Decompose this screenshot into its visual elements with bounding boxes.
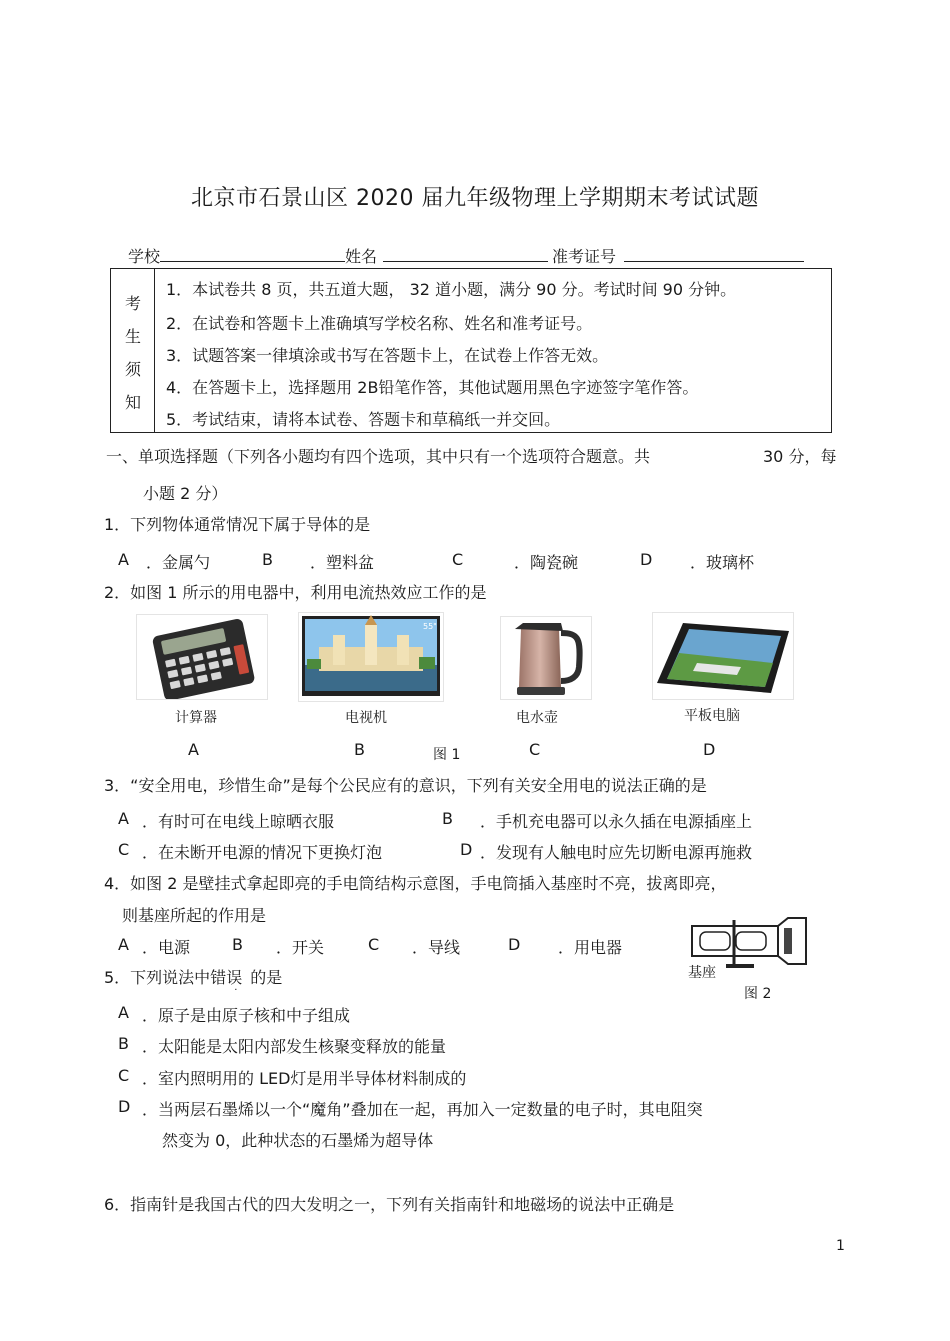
question-1-stem: 1．下列物体通常情况下属于导体的是	[104, 515, 371, 534]
notice-label-char: 生	[124, 327, 141, 346]
figure-label: 图 1	[433, 747, 461, 763]
option-text: ．当两层石墨烯以一个“魔角”叠加在一起，再加入一定数量的电子时，其电阻突	[142, 1100, 703, 1119]
option-letter: C	[452, 550, 464, 569]
school-blank	[160, 245, 345, 262]
option-text: ．塑料盆	[310, 553, 375, 572]
option-text: ．原子是由原子核和中子组成	[142, 1006, 351, 1025]
figure-caption: 电视机	[345, 710, 387, 726]
option-letter: C	[118, 1066, 130, 1085]
option-letter: D	[703, 740, 716, 759]
exam-id-label: 准考证号	[552, 247, 617, 266]
exam-notice-box	[110, 268, 832, 433]
option-letter: C	[368, 935, 380, 954]
section-heading-score: 30 分，每	[763, 447, 837, 466]
option-letter: B	[262, 550, 273, 569]
option-letter: C	[529, 740, 541, 759]
option-letter: B	[354, 740, 365, 759]
figure-caption: 计算器	[175, 710, 217, 726]
option-text: ．玻璃杯	[690, 553, 755, 572]
notice-item: 4．在答题卡上，选择题用 2B铅笔作答，其他试题用黑色字迹签字笔作答。	[166, 378, 699, 397]
base-label: 基座	[688, 965, 716, 981]
notice-label	[111, 269, 155, 432]
question-5-stem-pre: 5．下列说法中	[104, 968, 211, 987]
option-text: ．手机充电器可以永久插在电源插座上	[480, 812, 753, 831]
option-text: ．室内照明用的 LED灯是用半导体材料制成的	[142, 1069, 467, 1088]
option-letter: D	[460, 840, 473, 859]
option-text: ．开关	[276, 938, 325, 957]
notice-item: 5．考试结束，请将本试卷、答题卡和草稿纸一并交回。	[166, 410, 561, 429]
school-label: 学校	[128, 247, 161, 266]
page-number: 1	[836, 1238, 845, 1254]
option-letter: D	[118, 1097, 131, 1116]
emphasized-word-text: 错误	[210, 968, 243, 987]
question-4-stem: 4．如图 2 是壁挂式拿起即亮的手电筒结构示意图，手电筒插入基座时不亮，拔离即亮，	[104, 874, 727, 893]
notice-item: 3．试题答案一律填涂或书写在答题卡上，在试卷上作答无效。	[166, 346, 609, 365]
option-letter: B	[118, 1034, 129, 1053]
television-icon	[298, 612, 444, 702]
electric-kettle-icon	[500, 616, 592, 700]
figure-caption: 电水壶	[516, 710, 558, 726]
emphasis-dot: ·	[234, 985, 238, 996]
question-5-stem	[104, 965, 283, 996]
option-text: ．导线	[412, 938, 461, 957]
question-6-stem: 6．指南针是我国古代的四大发明之一，下列有关指南针和地磁场的说法中正确是	[104, 1195, 675, 1214]
option-letter: A	[118, 935, 129, 954]
option-letter: A	[118, 1003, 129, 1022]
option-text: ．金属勺	[146, 553, 211, 572]
option-letter: D	[508, 935, 521, 954]
option-letter: A	[188, 740, 199, 759]
notice-item: 2．在试卷和答题卡上准确填写学校名称、姓名和准考证号。	[166, 314, 593, 333]
tablet-computer-icon	[652, 612, 794, 700]
question-3-stem: 3．“安全用电，珍惜生命”是每个公民应有的意识，下列有关安全用电的说法正确的是	[104, 776, 707, 795]
option-letter: D	[640, 550, 653, 569]
figure-label: 图 2	[744, 986, 772, 1002]
section-heading-cont: 小题 2 分）	[143, 484, 228, 503]
option-text: ．电源	[142, 938, 191, 957]
option-text: ．用电器	[558, 938, 623, 957]
notice-label-char: 知	[124, 393, 141, 412]
name-blank	[383, 245, 548, 262]
notice-label-char: 考	[124, 294, 141, 313]
figure-caption: 平板电脑	[684, 708, 740, 724]
option-text-cont: 然变为 0，此种状态的石墨烯为超导体	[162, 1131, 434, 1150]
name-label: 姓名	[345, 247, 378, 266]
option-text: ．太阳能是太阳内部发生核聚变释放的能量	[142, 1037, 447, 1056]
option-letter: B	[442, 809, 453, 828]
question-5-stem-post: 的是	[250, 968, 283, 987]
option-text: ．有时可在电线上晾晒衣服	[142, 812, 335, 831]
page-title: 北京市石景山区 2020 届九年级物理上学期期末考试试题	[191, 186, 759, 211]
notice-item: 1．本试卷共 8 页，共五道大题， 32 道小题，满分 90 分。考试时间 90 分钟。	[166, 280, 737, 299]
option-letter: A	[118, 809, 129, 828]
tv-size-badge: 55"	[423, 622, 437, 631]
option-letter: A	[118, 550, 129, 569]
info-line	[128, 244, 804, 267]
option-letter: C	[118, 840, 130, 859]
option-text: ．陶瓷碗	[514, 553, 579, 572]
question-2-stem: 2．如图 1 所示的用电器中，利用电流热效应工作的是	[104, 583, 487, 602]
option-text: ．发现有人触电时应先切断电源再施救	[480, 843, 753, 862]
calculator-icon	[136, 614, 268, 700]
emphasized-word	[210, 968, 243, 996]
section-heading: 一、单项选择题（下列各小题均有四个选项，其中只有一个选项符合题意。共	[106, 447, 651, 466]
notice-label-char: 须	[124, 360, 141, 379]
option-letter: B	[232, 935, 243, 954]
exam-id-blank	[624, 245, 804, 262]
question-4-stem-cont: 则基座所起的作用是	[122, 906, 267, 925]
option-text: ．在未断开电源的情况下更换灯泡	[142, 843, 383, 862]
